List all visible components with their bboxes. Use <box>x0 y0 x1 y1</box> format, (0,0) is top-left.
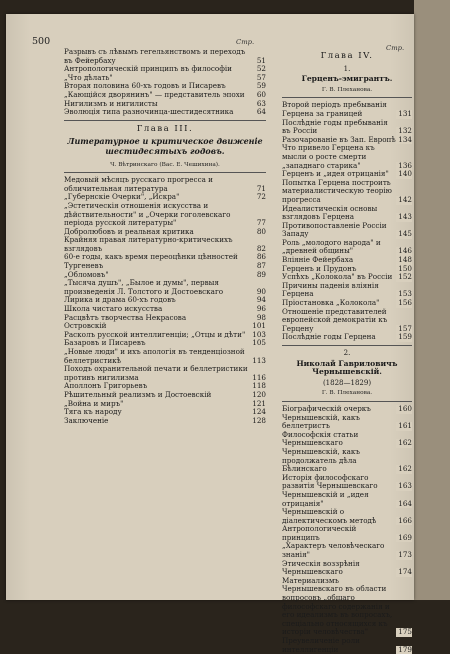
toc-entry <box>282 414 412 431</box>
toc-entry <box>64 48 266 65</box>
toc-entry-page: 77 <box>256 218 266 228</box>
toc-entry-title: Эволюцiя типа разночинца-шестидесятника <box>64 107 234 117</box>
toc-entry-title: „Война и миръ" <box>64 398 124 408</box>
toc-entry <box>282 282 412 299</box>
toc-entry-page: 157 <box>398 323 412 333</box>
toc-entry-page: 96 <box>256 304 266 314</box>
toc-entry-page: 153 <box>398 289 412 299</box>
toc-entry-title: „Тысяча душъ", „Былое и думы", первыя произведенiя Л. Толстого и Достоевскаго <box>64 278 224 296</box>
toc-entry <box>282 431 412 448</box>
section-number: 1. <box>343 64 351 73</box>
toc-entry-title: Преувеличенiе роли интеллигенцiи <box>282 636 363 654</box>
toc-entry-title: Что привело Герцена къ мысли о росте смерти „западнаго старика" <box>282 143 378 170</box>
toc-entry-page: 148 <box>398 255 412 265</box>
toc-entry-title: Антропологическiй принципъ въ философiи <box>64 64 232 74</box>
adjacent-page <box>414 0 450 600</box>
toc-entry-title: Базаровъ и Писаревъ <box>64 338 146 348</box>
toc-entry-page: 51 <box>256 55 266 65</box>
toc-entry-title: „Губернскiе Очерки", „Искра" <box>64 192 180 202</box>
toc-entry-page: 156 <box>398 298 412 308</box>
toc-entry-title: Чернышевскiй и „идея отрицанiя" <box>282 489 371 508</box>
toc-entry <box>282 333 412 342</box>
toc-entry-title: Походъ охранительной печати и беллетристики противъ нигилизма <box>64 364 250 382</box>
toc-entry-page: 101 <box>252 321 266 331</box>
toc-entry <box>282 101 412 118</box>
toc-entry-title: Рѣшительный реализмъ и Достоевскiй <box>64 389 212 399</box>
toc-entry-title: Чернышевскiй о дiалектическомъ методѣ <box>282 507 377 525</box>
toc-entry-title: Нигилизмъ и нигилисты <box>64 98 158 108</box>
toc-entry-title: Тургеневъ <box>64 261 104 271</box>
page-number: 500 <box>32 36 51 47</box>
section-2-entries <box>282 405 412 654</box>
toc-entry-title: „Кающiйся дворянинъ" — представитель эпохи <box>64 89 245 99</box>
toc-entry-title: Материализмъ Чернышевскаго въ области вопросовъ „общаго философскаго содержанiя и его идеализмъ въ вопросахъ, спецiально относящихся къ исторiи человѣчества" <box>282 575 395 637</box>
toc-entry-title: Лирика и драма 60-хъ годовъ <box>64 295 176 305</box>
toc-entry-page: 136 <box>398 160 412 170</box>
left-entries <box>64 176 266 425</box>
toc-entry-title: Расколъ русской интеллигенцiи; „Отцы и дѣти" <box>64 329 246 339</box>
toc-entry-page: 166 <box>398 515 412 525</box>
toc-entry-title: Второй перiодъ пребыванiя Герцена за границей <box>282 100 390 118</box>
toc-entry <box>282 222 412 239</box>
toc-entry-page: 63 <box>256 98 266 108</box>
toc-entry <box>282 542 412 559</box>
toc-entry <box>282 205 412 222</box>
toc-entry-page: 87 <box>256 261 266 271</box>
toc-entry-page: 163 <box>398 481 412 491</box>
toc-entry-title: Послѣднiе годы пребыванiя въ Россiи <box>282 117 391 136</box>
toc-entry-page: 118 <box>252 381 266 391</box>
toc-entry-page: 59 <box>256 81 266 91</box>
toc-entry-page: 142 <box>398 194 412 204</box>
divider <box>64 172 266 173</box>
toc-entry <box>64 279 266 296</box>
toc-entry-page: 143 <box>398 212 412 222</box>
section-author: Г. В. Плеханова. <box>321 86 373 93</box>
toc-entry-page: 94 <box>256 295 266 305</box>
toc-entry-title: Исторiя философскаго развитiя Чернышевскаго <box>282 472 378 491</box>
toc-entry-title: „Обломовъ" <box>64 269 109 279</box>
chapter-heading: Глава IV. <box>320 51 374 61</box>
toc-entry-title: Роль „молодого народа" и „древней общины" <box>282 237 383 256</box>
toc-entry-page: 161 <box>398 421 412 431</box>
toc-entry-title: Причины паденiя влiянiя Герцена <box>282 280 382 299</box>
toc-entry-title: Тяга къ народу <box>64 407 122 417</box>
toc-entry-page: 86 <box>256 252 266 262</box>
divider <box>282 345 412 346</box>
section-author: Г. В. Плеханова. <box>321 390 373 397</box>
toc-entry <box>282 239 412 256</box>
toc-entry-title: Заключенiе <box>64 415 109 425</box>
section-1-entries <box>282 101 412 342</box>
toc-entry <box>282 308 412 334</box>
toc-entry-page: 80 <box>256 226 266 236</box>
toc-entry-title: Успѣхъ „Колокола" въ Россiи <box>282 272 393 282</box>
section-title: Литературное и критическое движенiе шестидесятыхъ годовъ. <box>67 136 263 156</box>
toc-entry-page: 152 <box>398 272 412 282</box>
section-title: Николай Гавриловичъ Чернышевскiй. <box>296 358 398 377</box>
divider <box>282 401 412 402</box>
toc-entry-title: Чернышевскiй, какъ продолжатель дѣла Бѣлинскаго <box>282 446 363 474</box>
toc-entry <box>282 577 412 637</box>
toc-entry-title: Этическiя воззрѣнiя Чернышевскаго <box>282 558 362 577</box>
toc-entry-page: 140 <box>398 169 412 179</box>
toc-entry-page: 162 <box>398 438 412 448</box>
toc-entry-title: Идеалистическiя основы взглядовъ Герцена <box>282 203 380 222</box>
toc-entry-page: 116 <box>252 372 266 382</box>
toc-entry-title: Разрывъ съ лѣвымъ гегельянствомъ и переходъ въ Фейербаху <box>64 47 248 65</box>
toc-entry-page: 150 <box>398 263 412 273</box>
toc-entry-page: 179 <box>398 644 412 654</box>
toc-entry <box>282 637 412 654</box>
toc-entry <box>64 365 266 382</box>
toc-entry-page: 145 <box>398 229 412 239</box>
toc-entry-title: Прiостановка „Колокола" <box>282 298 380 308</box>
toc-entry <box>64 348 266 365</box>
toc-entry-page: 72 <box>256 192 266 202</box>
toc-entry-title: Философскiя статьи Чернышевскаго <box>282 429 361 448</box>
toc-entry-page: 159 <box>398 332 412 342</box>
toc-entry-page: 175 <box>398 627 412 637</box>
toc-entry-title: Противопоставленiе Россiи Западу <box>282 220 389 239</box>
toc-entry-title: Разочарованiе въ Зап. Европѣ <box>282 134 396 144</box>
right-column <box>282 48 412 654</box>
toc-entry-page: 146 <box>398 246 412 256</box>
toc-entry <box>282 560 412 577</box>
toc-entry-page: 169 <box>398 532 412 542</box>
section-title: Герценъ-эмигрантъ. <box>301 74 393 84</box>
toc-entry <box>282 508 412 525</box>
toc-entry <box>282 474 412 491</box>
right-column-page-label: Стр. <box>386 44 405 52</box>
toc-entry-page: 124 <box>252 407 266 417</box>
toc-entry-page: 160 <box>398 403 412 413</box>
toc-entry-page: 89 <box>256 269 266 279</box>
toc-entry-title: Герценъ и „идея отрицанiя" <box>282 169 389 179</box>
toc-entry-page: 132 <box>398 126 412 136</box>
toc-entry <box>64 417 266 426</box>
toc-entry-title: Чернышевскiй, какъ беллетристъ <box>282 412 363 431</box>
toc-entry-title: Медовый мѣсяцъ русскаго прогресса и обличительная литература <box>64 175 216 193</box>
toc-entry-title: Расцвѣтъ творчества Некрасова <box>64 312 187 322</box>
toc-entry-page: 134 <box>398 134 412 144</box>
toc-entry-page: 60 <box>256 89 266 99</box>
toc-entry-page: 164 <box>398 498 412 508</box>
toc-entry-page: 82 <box>256 243 266 253</box>
toc-entry-page: 113 <box>252 355 266 365</box>
toc-entry <box>282 119 412 136</box>
toc-entry-page: 52 <box>256 64 266 74</box>
toc-entry-title: „Новые люди" и ихъ апологiя въ тенденцiозной беллетристикѣ <box>64 347 247 365</box>
toc-entry <box>64 176 266 193</box>
left-column-page-label: Стр. <box>236 38 255 46</box>
toc-entry-title: Аполлонъ Григорьевъ <box>64 381 148 391</box>
toc-entry <box>64 236 266 253</box>
section-dates: (1828—1829) <box>322 378 372 387</box>
toc-entry-title: Бiографическiй очеркъ <box>282 403 371 413</box>
toc-entry-page: 90 <box>256 286 266 296</box>
chapter-heading: Глава III. <box>136 123 194 134</box>
toc-entry-title: Влiянiе Фейербаха <box>282 255 354 265</box>
toc-entry <box>282 144 412 170</box>
toc-entry-page: 57 <box>256 72 266 82</box>
toc-entry-page: 173 <box>398 550 412 560</box>
toc-entry-page: 128 <box>252 415 266 425</box>
toc-entry <box>282 179 412 205</box>
divider <box>282 97 412 98</box>
toc-entry-title: Отношенiе представителей европейской демократiи къ Герцену <box>282 306 390 333</box>
toc-entry-title: Вторая половина 60-хъ годовъ и Писаревъ <box>64 81 226 91</box>
left-column <box>64 48 266 425</box>
toc-entry <box>282 448 412 474</box>
toc-entry-title: Школа чистаго искусства <box>64 304 163 314</box>
divider <box>64 120 266 121</box>
toc-entry-title: Островскiй <box>64 321 107 331</box>
toc-entry-title: Герценъ и Прудонъ <box>282 263 357 273</box>
toc-entry-page: 71 <box>256 183 266 193</box>
toc-entry-page: 174 <box>398 567 412 577</box>
section-author: Ч. Вѣтринскаго (Вас. Е. Чешихина). <box>110 161 220 168</box>
toc-entry-page: 98 <box>256 312 266 322</box>
section-number: 2. <box>343 349 351 357</box>
toc-entry <box>64 202 266 228</box>
toc-entry <box>282 525 412 542</box>
toc-entry-title: „Что дѣлать" <box>64 72 113 82</box>
toc-entry-page: 105 <box>252 338 266 348</box>
toc-entry-title: „Эстетическiя отношенiя искусства и дѣйствительности" и „Очерки гоголевскаго перiода русской литературы" <box>64 200 233 228</box>
toc-entry-title: Добролюбовъ и реальная критика <box>64 226 194 236</box>
toc-entry-title: Послѣднiе годы Герцена <box>282 332 376 342</box>
toc-entry-title: Антропологическiй принципъ <box>282 524 359 542</box>
toc-entry-page: 131 <box>398 108 412 118</box>
toc-entry <box>282 491 412 508</box>
toc-entry-title: 60-е годы, какъ время переоцѣнки цѣнностей <box>64 252 238 262</box>
toc-entry <box>64 108 266 117</box>
toc-entry-title: „Характеръ человѣческаго знанiя" <box>282 541 387 560</box>
toc-entry-page: 64 <box>256 107 266 117</box>
toc-entry-title: Крайняя правая литературно-критическихъ взглядовъ <box>64 235 235 253</box>
toc-entry-page: 120 <box>252 389 266 399</box>
toc-entry-page: 121 <box>252 398 266 408</box>
book-page <box>6 14 414 654</box>
toc-entry-page: 103 <box>252 329 266 339</box>
toc-entry-page: 162 <box>398 464 412 474</box>
toc-entry-title: Попытка Герцена построить материалистическую теорiю прогресса <box>282 177 395 204</box>
left-top-entries <box>64 48 266 117</box>
